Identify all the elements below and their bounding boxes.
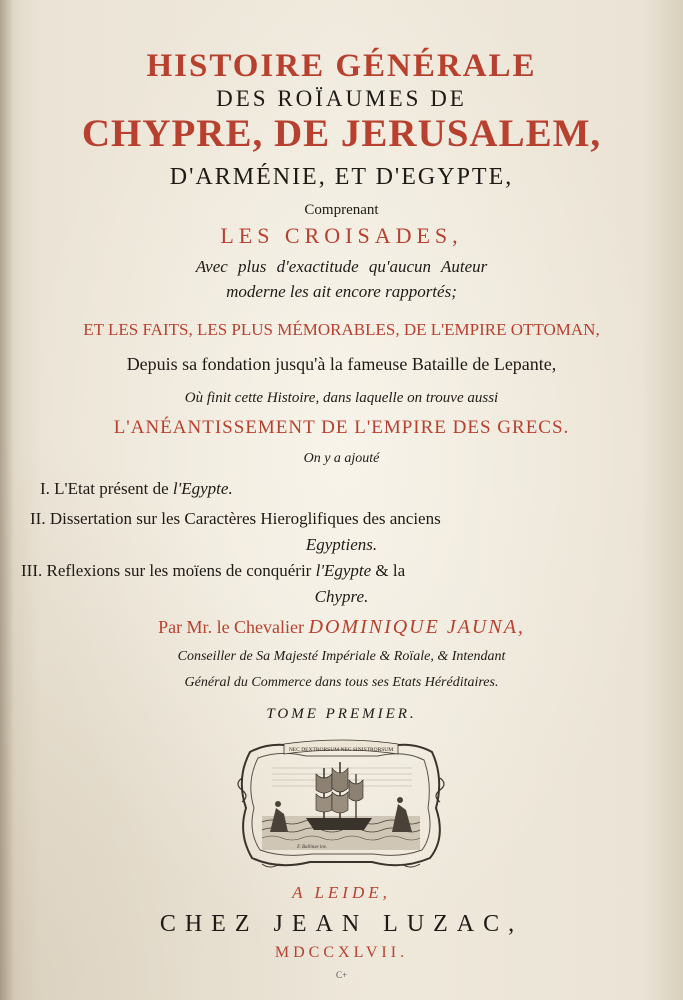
title-line-empire-ottoman: ET LES FAITS, LES PLUS MÉMORABLES, DE L'EMPIRE OTTOMAN, bbox=[83, 320, 600, 339]
author-name: DOMINIQUE JAUNA, bbox=[308, 616, 525, 638]
list-item-text-after: & la bbox=[371, 561, 406, 580]
title-line-chypre-jerusalem: CHYPRE, DE JERUSALEM, bbox=[81, 112, 602, 155]
list-item-1 bbox=[40, 479, 233, 499]
author-prefix: Par Mr. le Chevalier bbox=[158, 617, 305, 637]
title-line-comprenant: Comprenant bbox=[304, 202, 379, 218]
title-line-lepante: Depuis sa fondation jusqu'à la fameuse Bataille de Lepante, bbox=[126, 354, 557, 374]
list-item-3 bbox=[21, 561, 405, 581]
title-line-on-y-a-ajoute: On y a ajouté bbox=[303, 451, 380, 466]
list-item-3-continuation: Chypre. bbox=[314, 587, 369, 606]
vignette-motto: NEC DEXTRORSUM NEC SINISTRORSUM bbox=[288, 747, 394, 753]
title-line-croisades: LES CROISADES, bbox=[220, 223, 463, 248]
list-item-italic: l'Egypte. bbox=[172, 479, 233, 498]
title-line-armenie-egypte: D'ARMÉNIE, ET D'EGYPTE, bbox=[169, 164, 514, 190]
author-line bbox=[0, 616, 683, 639]
author-office-line-1: Conseiller de Sa Majesté Impériale & Roïale, & Intendant bbox=[177, 649, 506, 664]
imprint-place: A LEIDE, bbox=[292, 883, 391, 902]
title-line-histoire-generale: HISTOIRE GÉNÉRALE bbox=[146, 48, 537, 84]
title-line-moderne: moderne les ait encore rapportés; bbox=[226, 282, 457, 301]
list-item-number: I. bbox=[40, 479, 50, 498]
author-office-line-2: Général du Commerce dans tous ses Etats Héréditaires. bbox=[184, 675, 499, 690]
list-item-2 bbox=[30, 509, 441, 529]
list-item-text: Dissertation sur les Caractères Hieroglifiques des anciens bbox=[49, 509, 441, 528]
title-line-exactitude: Avec plus d'exactitude qu'aucun Auteur bbox=[195, 257, 488, 276]
list-item-number: II. bbox=[30, 509, 46, 528]
ship-vignette-engraving bbox=[232, 738, 450, 872]
list-item-text: Reflexions sur les moïens de conquérir bbox=[46, 561, 316, 580]
list-item-number: III. bbox=[21, 561, 43, 580]
vignette-signature: F. Ballinxe inv. bbox=[297, 845, 327, 850]
list-item-2-continuation: Egyptiens. bbox=[305, 535, 378, 554]
signature-mark: C+ bbox=[335, 970, 348, 980]
title-line-empire-grecs: L'ANÉANTISSEMENT DE L'EMPIRE DES GRECS. bbox=[113, 417, 570, 438]
list-item-italic: l'Egypte bbox=[315, 561, 372, 580]
title-line-des-roiaumes: DES ROÏAUMES DE bbox=[216, 86, 467, 111]
imprint-year: MDCCXLVII. bbox=[274, 944, 409, 961]
title-line-finit-histoire: Où finit cette Histoire, dans laquelle on trouve aussi bbox=[184, 390, 499, 406]
volume-label: TOME PREMIER. bbox=[266, 706, 417, 722]
imprint-publisher: CHEZ JEAN LUZAC, bbox=[159, 911, 524, 937]
list-item-text: L'Etat présent de bbox=[54, 479, 173, 498]
